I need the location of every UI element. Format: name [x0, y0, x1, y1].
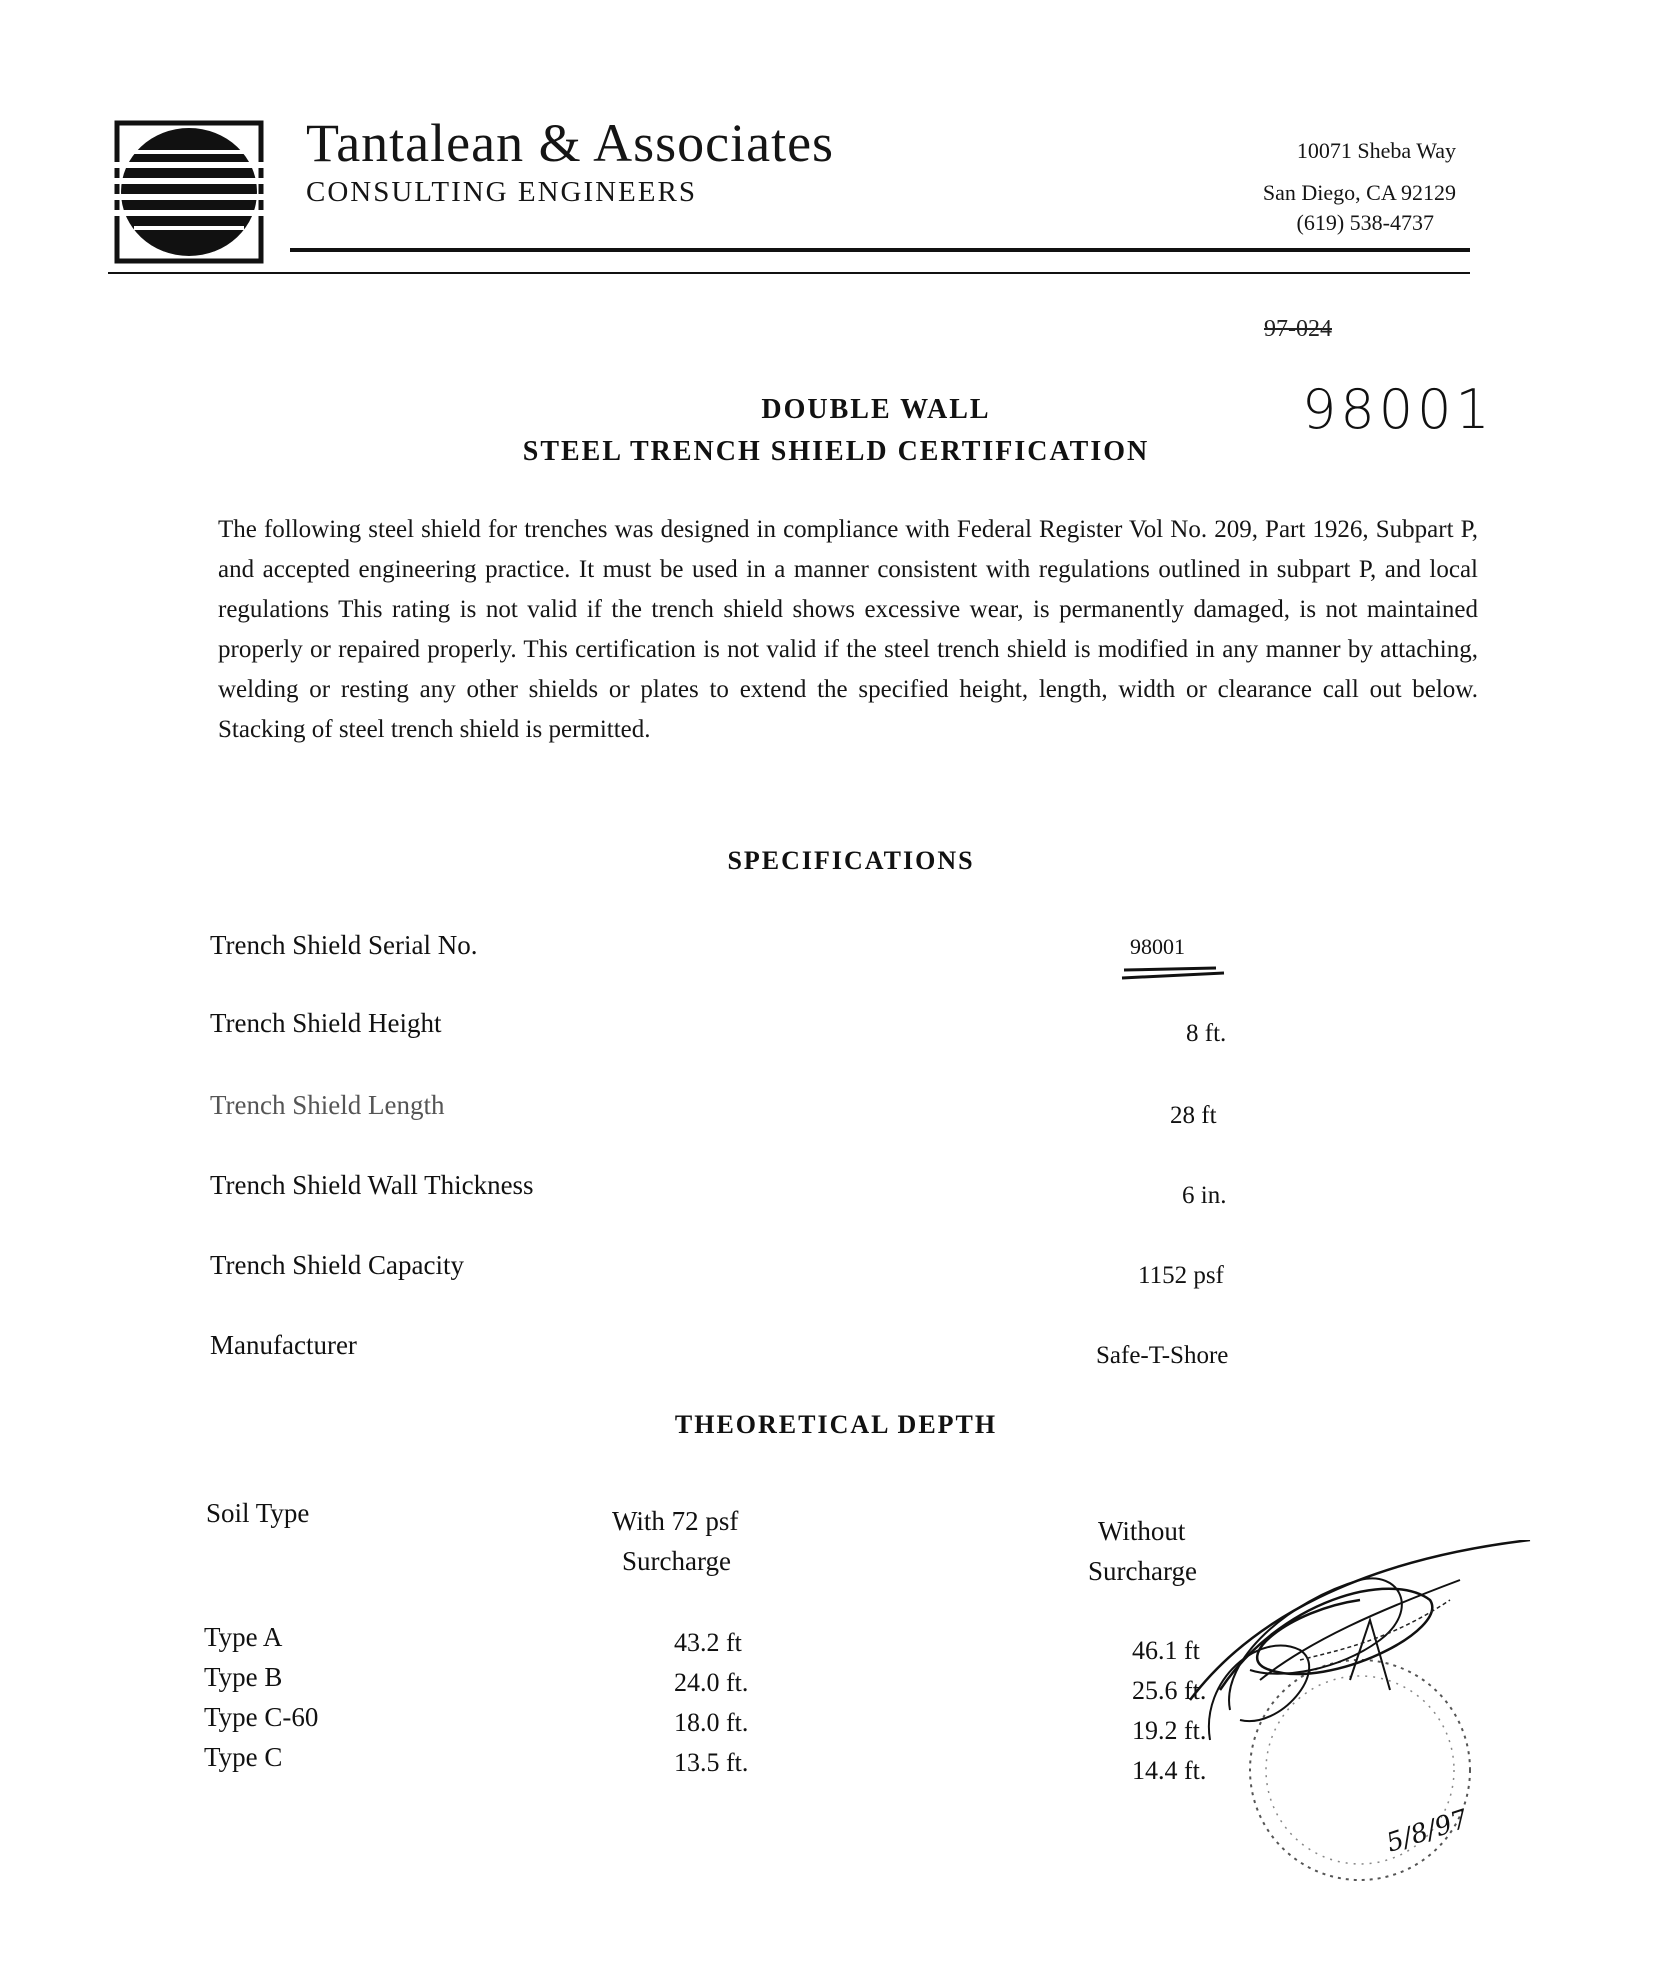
document-title-line1: DOUBLE WALL	[761, 394, 991, 425]
spec-row-length	[210, 1090, 1290, 1130]
theoretical-depth-heading: THEORETICAL DEPTH	[674, 1410, 998, 1439]
certification-paragraph: The following steel shield for trenches was designed in compliance with Federal Register Vol No. 209, Part 1926, Subpart P, and accepted engineering practice. It must be used in a manner consistent with regulations outlined in subpart P, and local regulations This rating is not valid if the trench shield shows excessive wear, is permanently damaged, is not maintained properly or repaired properly. This certification is not valid if the steel trench shield is modified in any manner by attaching, welding or resting any other shields or plates to extend the specified height, length, width or clearance call out below. Stacking of steel trench shield is permitted.	[218, 516, 1478, 743]
depth-row-soil: Type C-60	[204, 1702, 319, 1732]
depth-row-with: 43.2 ft	[674, 1628, 742, 1657]
struck-job-number: 97-024	[1264, 316, 1332, 342]
spec-value: 8 ft.	[1186, 1020, 1227, 1047]
spec-row-manufacturer	[210, 1330, 1290, 1370]
spec-label: Trench Shield Wall Thickness	[210, 1170, 534, 1200]
spec-label: Trench Shield Capacity	[210, 1250, 464, 1280]
address-street: 10071 Sheba Way	[1296, 138, 1456, 163]
spec-row-capacity	[210, 1250, 1290, 1290]
depth-row-with: 24.0 ft.	[674, 1668, 749, 1697]
document-title-line2: STEEL TRENCH SHIELD CERTIFICATION	[522, 436, 1150, 467]
depth-row-soil: Type B	[204, 1662, 283, 1692]
spec-value: 6 in.	[1182, 1182, 1227, 1209]
spec-label: Trench Shield Serial No.	[210, 930, 478, 960]
spec-row-serial	[210, 930, 1290, 970]
address-phone: (619) 538-4737	[1296, 210, 1434, 235]
column-header-soil-type: Soil Type	[206, 1498, 310, 1528]
letterhead-rule-thick	[290, 248, 1470, 252]
depth-row-without: 14.4 ft.	[1132, 1756, 1207, 1785]
spec-label: Trench Shield Length	[210, 1090, 445, 1120]
spec-row-wall-thickness	[210, 1170, 1290, 1210]
serial-underline	[1120, 964, 1230, 984]
depth-row-with: 18.0 ft.	[674, 1708, 749, 1737]
letterhead-rule-thin	[108, 272, 1470, 274]
column-header-with-line2: Surcharge	[622, 1546, 731, 1576]
spec-label: Trench Shield Height	[210, 1008, 442, 1038]
firm-name: Tantalean & Associates	[306, 113, 835, 173]
specifications-heading: SPECIFICATIONS	[727, 846, 975, 875]
depth-row-without: 46.1 ft	[1132, 1636, 1200, 1665]
spec-value: Safe-T-Shore	[1096, 1342, 1229, 1369]
engineer-signature-seal	[1130, 1540, 1550, 1920]
spec-row-height	[210, 1008, 1290, 1048]
column-header-without-line1: Without	[1098, 1516, 1186, 1546]
depth-row-with: 13.5 ft.	[674, 1748, 749, 1777]
column-header-with-line1: With 72 psf	[612, 1506, 739, 1536]
depth-row-soil: Type C	[204, 1742, 283, 1772]
handwritten-job-number: 98001	[1302, 378, 1494, 441]
depth-row-without: 25.6 ft.	[1132, 1676, 1207, 1705]
spec-label: Manufacturer	[210, 1330, 357, 1360]
depth-row-soil: Type A	[204, 1622, 283, 1652]
firm-subtitle: CONSULTING ENGINEERS	[306, 176, 697, 208]
firm-logo	[114, 120, 264, 264]
signature-date: 5/8/97	[1382, 1804, 1472, 1859]
spec-value: 98001	[1130, 934, 1185, 959]
address-city: San Diego, CA 92129	[1262, 180, 1456, 205]
depth-row-without: 19.2 ft.	[1132, 1716, 1207, 1745]
spec-value: 28 ft	[1170, 1102, 1217, 1129]
spec-value: 1152 psf	[1138, 1262, 1224, 1289]
column-header-without-line2: Surcharge	[1088, 1556, 1197, 1586]
